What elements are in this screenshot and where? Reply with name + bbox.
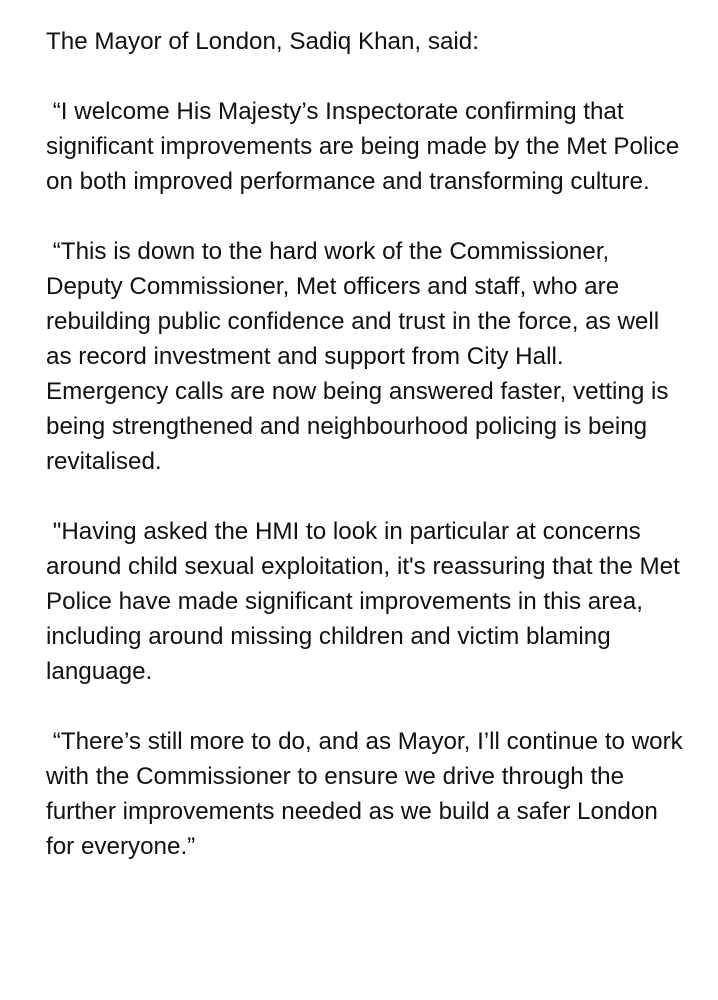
quote-paragraph-1: “I welcome His Majesty’s Inspectorate confirming that significant improvements are being made by the Met Police on both improved performance and transforming culture.: [46, 98, 686, 195]
statement-intro: The Mayor of London, Sadiq Khan, said:: [46, 28, 479, 55]
statement-document: [46, 24, 690, 864]
quote-paragraph-2: “This is down to the hard work of the Commissioner, Deputy Commissioner, Met officers and staff, who are rebuilding public confidence and trust in the force, as well as record investment and support from City Hall. Emergency calls are now being answered faster, vetting is being strengthened and neighbourhood policing is being revitalised.: [46, 238, 676, 475]
quote-paragraph-4: “There’s still more to do, and as Mayor, I’ll continue to work with the Commissioner to ensure we drive through the further improvements needed as we build a safer London for everyone.”: [46, 728, 690, 860]
quote-paragraph-3: "Having asked the HMI to look in particular at concerns around child sexual exploitation, it's reassuring that the Met Police have made significant improvements in this area, including around missing children and victim blaming language.: [46, 518, 687, 685]
